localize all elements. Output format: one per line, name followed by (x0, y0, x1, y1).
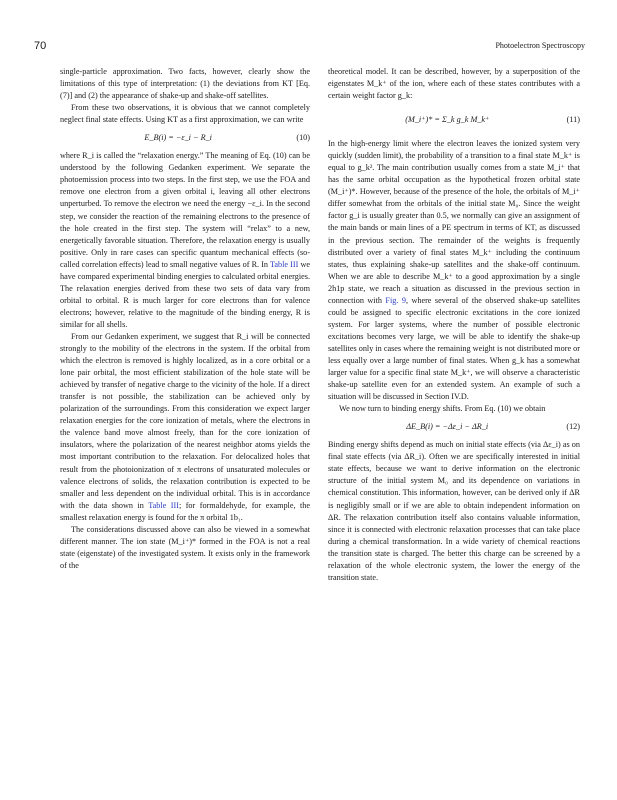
paragraph (60, 150, 310, 331)
page-number: 70 (34, 40, 47, 52)
equation-expression: ΔE_B(i) = −Δε_i − ΔR_i (406, 422, 489, 432)
equation-number: (12) (566, 422, 580, 432)
text: where R_i is called the “relaxation energy.” The meaning of Eq. (10) can be understood by the following Gedanken experiment. We separate the photoemission process into two steps. In the first step, we use the FOA and remove one electron from a given orbital i, leaving all other electrons unperturbed. To remove the electron we need the energy −ε_i. In the second step, we consider the reaction of the remaining electrons to the presence of the hole created in the first step. The system will “relax” to a new, energetically favorable situation. Therefore, the relaxation energy is usually positive. Only in rare cases can specific quantum mechanical effects (so-called correlation effects) lead to small negative values of R. In (60, 151, 310, 269)
left-column (60, 66, 310, 572)
equation-expression: (M_i⁺)* = Σ_k g_k M_k⁺ (405, 115, 490, 125)
paragraph: Binding energy shifts depend as much on initial state effects (via Δε_i) as on final state effects (via ΔR_i). Often we are specifically interested in initial state effects, because we want to derive information on the electronic structure of the initial system M₀ and its dependence on variations in chemical constitution. This information, however, can be derived only if ΔR is negligibly small or if we are able to obtain independent information on ΔR. The relaxation contribution itself also contains valuable information, since it is connected with electronic relaxation processes that can take place during a chemical transformation. In a wide variety of chemical reactions the transition state is charged. The better this charge can be screened by a relaxation of the whole electronic system, the lower the energy of the transition state. (328, 440, 580, 582)
running-title: Photoelectron Spectroscopy (495, 41, 585, 50)
page-header (34, 40, 585, 54)
fig-9-link[interactable]: Fig. 9 (385, 295, 406, 305)
paragraph (328, 138, 580, 403)
text: we have compared experimental binding energies to calculated orbital energies. The relaxation energies derived from these two sets of data vary from orbital to orbital. R is much larger for core electrons than for valence electrons; however, relative to the magnitude of the binding energy, R is similar for all shells. (60, 259, 310, 329)
paragraph: single-particle approximation. Two facts, however, clearly show the limitations of this type of interpretation: (1) the deviations from KT [Eq. (7)] and (2) the appearance of shake-up and shake-off satellites. (60, 67, 310, 101)
table-iii-link[interactable]: Table III (148, 500, 179, 510)
table-iii-link[interactable]: Table III (269, 259, 299, 269)
paragraph: From these two observations, it is obvious that we cannot completely neglect final state effects. Using KT as a first approximation, we can write (60, 103, 310, 125)
paragraph: We now turn to binding energy shifts. From Eq. (10) we obtain (339, 404, 546, 414)
equation-11 (328, 110, 580, 130)
paragraph: The considerations discussed above can also be viewed in a somewhat different manner. The ion state (M_i⁺)* formed in the FOA is not a real state (eigenstate) of the investigated system. It exists only in the framework of the (60, 524, 310, 570)
equation-12 (328, 421, 580, 433)
text: From our Gedanken experiment, we suggest that R_i will be connected strongly to the mobility of the electrons in the system. If the orbital from which the electron is removed is highly localized, as in a core orbital or a lone pair orbital, the most efficient stabilization of the hole state will be achieved by transfer of negative charge to the vicinity of the hole. If a direct transfer is not possible, the stabilization can be achieved only by polarization of the surroundings. From this consideration we expect larger relaxation energies for the core ionization of metals, where the electrons in the valence band move almost freely, than for the core ionization of insulators, where the polarization of the nearest neighbor atoms yields the most important contribution to the relaxation. For delocalized holes that result from the photoionization of π electrons of unsaturated molecules or valence electrons of solids, the relaxation contribution is expected to be smaller and less dependent on the individual orbital. This is in accordance with the data shown in (60, 331, 310, 510)
text: , where several of the observed shake-up satellites could be assigned to specific electronic excitations in the core ionized system. For larger systems, where the number of possible electronic excitations becomes very large, we will be able to identify the shake-up satellites only in cases where the remaining weight is not distributed more or less equally over a large number of final states. When g_k has a somewhat larger value for a specific final state M_k⁺, we will observe a characteristic shake-up satellite even for an extended system. An example of such a situation will be discussed in Section IV.D. (328, 295, 580, 402)
equation-number: (10) (296, 133, 310, 143)
paragraph (60, 331, 310, 524)
text: In the high-energy limit where the electron leaves the ionized system very quickly (sudden limit), the probability of a transition to a final state M_k⁺ is equal to g_k². The main contribution usually comes from a state M_i⁺ that has the same orbital occupation as the hypothetical frozen orbital state (M_i⁺)*. However, because of the presence of the hole, the orbitals of M_i⁺ differ somewhat from the orbitals of the initial state M₀. Since the weight factor g_i is usually greater than 0.5, we normally can give an assignment of the main bands or main lines of a PE spectrum in terms of KT, as discussed in the previous section. The remainder of the weights is frequently distributed over a variety of final states M_k⁺ including the continuum states, thus explaining shake-up satellites and the shake-off continuum. When we are able to describe M_k⁺ to a good approximation by a single 2h1p state, we reach a situation as discussed in the previous section in connection with (328, 139, 580, 305)
equation-expression: E_B(i) = −ε_i − R_i (144, 133, 212, 143)
right-column (328, 66, 580, 584)
equation-number: (11) (566, 115, 580, 125)
text: ; for formaldehyde, for example, the smallest relaxation energy is found for the π orbital 1b₁. (60, 500, 310, 522)
paragraph: theoretical model. It can be described, however, by a superposition of the eigenstates M_k⁺ of the ion, where each of these states contributes with a certain weight factor g_k: (328, 67, 580, 101)
equation-10 (60, 132, 310, 144)
